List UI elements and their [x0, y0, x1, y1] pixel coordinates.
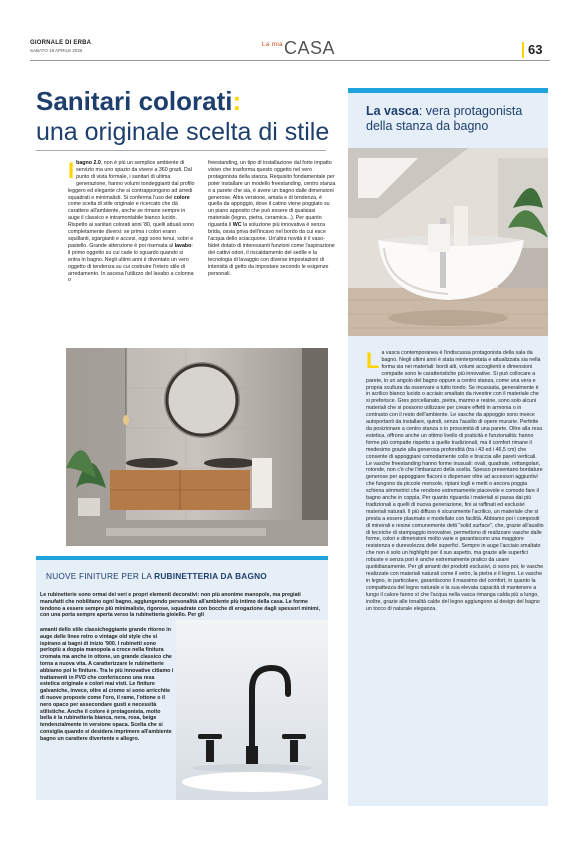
faucet-box-accent-bar [36, 556, 328, 560]
section-logo [262, 38, 335, 59]
article-dropcap: I [68, 158, 75, 183]
text-run: : il primo oggetto su cui cade lo sguardo quando si entra in bagno. Negli ultimi anni è diventato un vero oggetto di tendenza su cui costruire l'intero stile di arredamento. In ascesa l'utilizzo del lavabo a colonna o [68, 242, 194, 284]
article-column-2 [208, 160, 336, 277]
bold-term: bagno 2.0 [76, 160, 101, 166]
bold-term: WC [232, 222, 242, 229]
section-logo-small: La mia [262, 42, 284, 48]
sidebar-dropcap: L [366, 348, 380, 373]
text-run: come scelta di stile originale e ricercato che dà carattere all'ambiente, anche se rimane sempre in auge il classico e intramontabile bianco lucido. Rispetto ai sanitari colorati anni '80, quelli attuali sono completamente diversi: se prima i colori erano squillanti, sgargianti e accesi, oggi sono tenui, sobri e pastello. Grande attenzione è poi riservata al [68, 201, 194, 249]
page-number-marker [522, 42, 524, 58]
text-run: la soluzione più innovativa è senza brida, ossia priva dell'incavo nel bordo da cui esce l'acqua dello sciacquone. Un'altra novità è il vaso-bidet dotato di interessanti funzioni come l'aspirazione dei cattivi odori, il riscaldamento del sedile e la tecnologia di lavaggio con diverse impostazioni di intensità di getto da impostare secondo le esigenze personali. [208, 222, 335, 277]
bold-term: lavabo [174, 242, 192, 249]
sidebar-body [366, 350, 544, 612]
title-colon: : [232, 86, 242, 116]
text-run: freestanding, un tipo di installazione dal forte impatto visivo che trasforma questo oggetto nel vero protagonista della stanza. Requisito fondamentale per poter installare un modello freestanding, centro stanza o a parete che sia, è avere un bagno dalle dimensioni generose. Altra versione, amata e di tendenza, è quella da appoggio, dove il catino viene poggiato su un piano apposito che può essere di qualsiasi materiale (legno, pietra, ceramica...). Per quanto riguarda il [208, 160, 336, 229]
sidebar-text: a vasca contemporanea è l'indiscussa protagonista della sala da bagno. Negli ultimi anni è stata reinterpretata e attualizzata sia nella forma sia nei materiali: bordi alti, volumi accoglienti e dimensioni compatte sono le caratteristiche più innovative. Si può collocare a parete, in un angolo del bagno oppure a centro stanza, come una vera e propria scultura da osservare a tutto tondo. Se incassata, generalmente è in acrilico bianco lucido o acciaio smaltato da rivestire con il materiale che si preferisce. Gres porcellanato, pietra, marmo e resine, sono solo alcuni materiali che si possono utilizzare per creare effetti in armonia o in contrasto con il resto dell'ambiente. Le vasche da appoggio sono invece autoportanti da installare, quindi, senza l'ausilio di opere murarie. Perfette da posizionare a centro stanza o in prossimità di una parete. Oltre alla resa estetica, offrono anche un ottimo livello di praticità e funzionalità: hanno forme più compatte rispetto a quelle tradizionali, ma il comfort rimane il medesimo grazie alla generosa profondità (tra i 43 ed i 46,5 cm) che consente di appoggiare comodamente collo e braccia alle pareti verticali. Le vasche freestanding hanno forme inusuali: ovali, quadrate, rettangolari, rotonde, non c'è che l'imbarazzo della scelta. Spesso presentano bordature generose per appoggiare flaconi o dispenser oltre ad accessori aggiuntivi che fungono da piccole mensole, ripiani togli e metti o ancora poggia schiena simmetrici che rendono estremamente piacevole e comodo fare il bagno anche in coppia. Per quanto riguarda i materiali si passa dai più tradizionali a quelli di nuova generazione, fini ai raffinati ed esclusivi materiali naturali. Il più diffuso è sicuramente l'acrilico, un materiale che si presta a essere plasmato e modellato con facilità. Abbiamo poi i compositi di minerali e resine comunemente detti "solid surface", che, grazie all'ausilio di tecniche di stampaggio innovative, permettono di realizzare vasche dalle forme, colori e dimensioni molto varie e garantiscono una maggiore resistenza e durevolezza delle superfici. Sempre in auge l'acciaio smaltato che non è solo un highlight per il suo aspetto, ma grazie alle superfici robuste e senza pori è anche estremamente pratico da usare quotidianamente. Per gli amanti dei prodotti esclusivi, ci sono poi, le vasche realizzate con materiali naturali come il vetro, la pietra e il legno. Le vasche in legno, in particolare, garantiscono il massimo del comfort, in quanto la compattezza del legno naturale e la sua elevata capacità di mantenere a lungo il calore fanno sì che l'acqua nella vasca rimanga calda più a lungo, inoltre, grazie alle tonalità calde del legno aggiungono al design del bagno un tocco di naturale eleganza. [366, 350, 544, 612]
article-subtitle: una originale scelta di stile [36, 118, 330, 146]
text-run: , non è più un semplice ambiente di servizio ma uno spazio da vivere a 360 gradi. Dal punto di vista formale, i sanitari di ultima generazione, hanno volumi tondeggianti dal profilo leggero ed elegante che si contrappongono ad arredi squadrati e minimalisti. Si conferma l'uso del [68, 160, 195, 201]
sidebar-title-bold: La vasca [366, 104, 419, 118]
faucet-box-intro: Le rubinetterie sono ormai dei veri e propri elementi decorativi: non più anonime manopole, ma pregiati manufatti che nobilitano ogni bagno, aggiungendo personalità all'ambiente più intimo della casa. Le forme tendono a essere sempre più minimaliste, rigorose, squadrate con bocche di erogazione dagli spessori minimi, con una porta sempre aperta verso la rubinetteria gioiello. Per gli [40, 592, 320, 619]
title-main: Sanitari colorati [36, 86, 233, 116]
faucet-box-title-bold: RUBINETTERIA DA BAGNO [154, 571, 267, 581]
page-number: 63 [528, 42, 543, 57]
article-column-1 [68, 160, 196, 284]
header-rule [30, 60, 550, 61]
faucet-box-title [46, 571, 267, 581]
faucet-box-column: amanti dello stile classicheggiante grande ritorno in auge delle linee retro o vintage old style che si ispirano ai bagni di inizio '900. I rubinetti sono perlopiù a doppia manopola a croce nella finitura cromata ma anche in ottone, un grande classico che torna a nuova vita. A caratterizzare le rubinetterie abbiamo poi le finiture. Tra le più innovative citiamo i trattamenti in PVD che conferiscono una resa estetica originale e colori mai visti. Le finiture galvaniche, invece, oltre al cromo si sono arricchite di nuove proposte come l'oro, il rame, l'ottone o il nero opaco per assecondare gusti e necessità stilistiche. Anche il colore è protagonista, molto bella è la rubinetteria bianca, nera, rosa, beige tendenzialmente in versione opaca. Scelta che si consiglia quando si desidera imprimere all'ambiente bagno un carattere divertente e allegro. [40, 627, 174, 742]
article-title [36, 86, 241, 117]
section-logo-big: CASA [284, 38, 336, 58]
faucet-box-title-regular: NUOVE FINITURE PER LA [46, 571, 155, 581]
newspaper-name: GIORNALE DI ERBA [30, 40, 92, 46]
faucet-photo [176, 620, 328, 800]
bathroom-photo [66, 348, 328, 546]
sidebar-title [366, 104, 542, 134]
title-rule [36, 150, 326, 151]
bold-term: colore [173, 194, 190, 201]
sidebar-title-rest: : vera protagonista della stanza da bagno [366, 104, 523, 133]
bathtub-photo [348, 148, 548, 336]
issue-date: SABATO 19 APRILE 2025 [30, 48, 83, 53]
